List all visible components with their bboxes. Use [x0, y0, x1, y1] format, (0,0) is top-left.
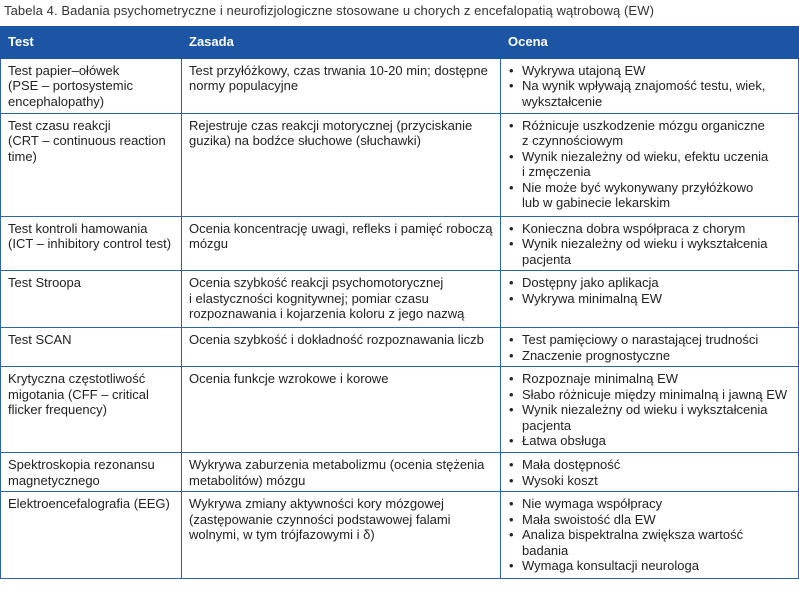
cell-ocena [501, 453, 799, 492]
assessment-bullet [508, 78, 791, 109]
principle-line: rozpoznawania i kojarzenia koloru z jego nazwą [189, 306, 465, 321]
assessment-bullet [508, 221, 791, 237]
cell-ocena [501, 367, 799, 453]
assessment-bullet [508, 236, 791, 267]
assessment-line: pacjenta [522, 251, 572, 267]
comparison-table [0, 26, 799, 579]
test-name-line: encephalopathy) [8, 93, 105, 109]
cell-zasada [182, 113, 501, 216]
assessment-line: Wysoki koszt [522, 472, 598, 488]
cell-zasada [182, 271, 501, 328]
table-row [1, 367, 799, 453]
cell-zasada [182, 58, 501, 113]
assessment-bullet [508, 496, 791, 512]
table-header-row [1, 27, 799, 59]
assessment-bullet [508, 387, 791, 403]
assessment-bullet [508, 527, 791, 558]
assessment-bullet [508, 275, 791, 291]
table-row [1, 271, 799, 328]
test-name-line: Test kontroli hamowania [8, 220, 148, 236]
cell-test [1, 367, 182, 453]
assessment-line: Test pamięciowy o narastającej trudności [522, 332, 759, 347]
assessment-bullet [508, 512, 791, 528]
table-row [1, 328, 799, 367]
assessment-list [508, 221, 791, 268]
test-name-line: (CRT – continuous reaction [8, 133, 166, 148]
assessment-line: Wynik niezależny od wieku i wykształcenia [522, 236, 768, 251]
assessment-list [508, 332, 791, 363]
header-zasada: Zasada [182, 27, 501, 59]
assessment-bullet [508, 433, 791, 449]
cell-ocena [501, 492, 799, 579]
principle-line: Wykrywa zaburzenia metabolizmu (ocenia stężenia [189, 457, 485, 472]
assessment-line: Słabo różnicuje między minimalną i jawną EW [522, 386, 788, 402]
cell-ocena [501, 271, 799, 328]
assessment-line: Mała dostępność [522, 457, 621, 472]
assessment-line: Wykrywa minimalną EW [522, 290, 663, 306]
assessment-line: Wynik niezależny od wieku i wykształcenia [522, 402, 768, 417]
assessment-line: wykształcenie [522, 93, 603, 109]
cell-test [1, 492, 182, 579]
test-name-line: magnetycznego [8, 472, 100, 488]
assessment-line: Nie wymaga współpracy [522, 496, 663, 511]
principle-line: Rejestruje czas reakcji motorycznej (przyciskanie [189, 117, 473, 133]
assessment-line: Analiza bispektralna zwiększa wartość [522, 527, 744, 542]
assessment-line: Wymaga konsultacji neurologa [522, 558, 699, 573]
cell-test [1, 271, 182, 328]
cell-zasada [182, 453, 501, 492]
assessment-line: Różnicuje uszkodzenie mózgu organiczne [522, 117, 765, 133]
cell-test [1, 453, 182, 492]
assessment-line: badania [522, 542, 569, 558]
assessment-line: Łatwa obsługa [522, 433, 606, 448]
assessment-line: Wykrywa utajoną EW [522, 62, 646, 78]
assessment-list [508, 118, 791, 211]
principle-line: Ocenia szybkość i dokładność rozpoznawania liczb [189, 332, 484, 347]
assessment-list [508, 275, 791, 306]
test-name-line: (PSE – portosystemic [8, 78, 133, 93]
header-test: Test [1, 27, 182, 59]
assessment-line: Na wynik wpływają znajomość testu, wiek, [522, 78, 766, 93]
table-body [1, 58, 799, 579]
assessment-list [508, 496, 791, 574]
assessment-bullet [508, 291, 791, 307]
cell-zasada [182, 328, 501, 367]
test-name-line: flicker frequency) [8, 402, 107, 417]
table-row [1, 113, 799, 216]
principle-line: i elastyczności kognitywnej; pomiar czasu [189, 290, 429, 306]
cell-test [1, 216, 182, 271]
test-name-line: Test papier–ołówek [8, 62, 120, 78]
assessment-line: lub w gabinecie lekarskim [522, 195, 671, 210]
cell-zasada [182, 367, 501, 453]
table-row [1, 453, 799, 492]
principle-line: Wykrywa zmiany aktywności kory mózgowej [189, 496, 444, 511]
assessment-line: Rozpoznaje minimalną EW [522, 371, 679, 386]
test-name-line: time) [8, 148, 37, 164]
cell-test [1, 328, 182, 367]
test-name-line: migotania (CFF – critical [8, 386, 149, 402]
assessment-line: z czynnościowym [522, 133, 624, 148]
assessment-bullet [508, 402, 791, 433]
test-name-line: Krytyczna częstotliwość [8, 371, 146, 386]
assessment-line: Znaczenie prognostyczne [522, 347, 671, 363]
principle-line: Ocenia koncentrację uwagi, refleks i pamięć roboczą [189, 220, 493, 236]
principle-line: wolnymi, w tym trójfazowymi i δ) [189, 527, 375, 542]
principle-line: (zastępowanie czynności podstawowej falami [189, 511, 451, 527]
principle-line: guzika) na bodźce słuchowe (słuchawki) [189, 133, 421, 148]
assessment-bullet [508, 348, 791, 364]
cell-test [1, 113, 182, 216]
cell-test [1, 58, 182, 113]
test-name-line: Spektroskopia rezonansu [8, 457, 155, 472]
table-row [1, 492, 799, 579]
assessment-bullet [508, 118, 791, 149]
table-row [1, 216, 799, 271]
principle-line: Test przyłóżkowy, czas trwania 10-20 min; dostępne [189, 62, 488, 78]
cell-zasada [182, 216, 501, 271]
table-row [1, 58, 799, 113]
cell-zasada [182, 492, 501, 579]
assessment-bullet [508, 180, 791, 211]
assessment-bullet [508, 457, 791, 473]
test-name-line: Test czasu reakcji [8, 117, 111, 133]
assessment-bullet [508, 149, 791, 180]
assessment-bullet [508, 63, 791, 79]
assessment-list [508, 371, 791, 449]
principle-line: Ocenia szybkość reakcji psychomotorycznej [189, 275, 444, 290]
assessment-bullet [508, 332, 791, 348]
assessment-line: i zmęczenia [522, 164, 591, 179]
test-name-line: (ICT – inhibitory control test) [8, 236, 172, 251]
cell-ocena [501, 328, 799, 367]
assessment-line: Nie może być wykonywany przyłóżkowo [522, 179, 754, 195]
assessment-line: Wynik niezależny od wieku, efektu uczenia [522, 148, 769, 164]
cell-ocena [501, 113, 799, 216]
principle-line: mózgu [189, 236, 229, 251]
test-name-line: Test SCAN [8, 332, 72, 347]
assessment-line: Mała swoistość dla EW [522, 511, 656, 527]
assessment-line: Konieczna dobra współpraca z chorym [522, 220, 746, 236]
test-name-line: Test Stroopa [8, 275, 81, 290]
assessment-bullet [508, 371, 791, 387]
table-caption: Tabela 4. Badania psychometryczne i neurofizjologiczne stosowane u chorych z encefalopatią wątrobową (EW) [4, 3, 655, 18]
cell-ocena [501, 58, 799, 113]
assessment-list [508, 63, 791, 110]
assessment-bullet [508, 473, 791, 489]
principle-line: Ocenia funkcje wzrokowe i korowe [189, 371, 389, 386]
test-name-line: Elektroencefalografia (EEG) [8, 496, 170, 511]
assessment-line: Dostępny jako aplikacja [522, 275, 659, 290]
assessment-bullet [508, 558, 791, 574]
assessment-line: pacjenta [522, 417, 572, 433]
assessment-list [508, 457, 791, 488]
principle-line: metabolitów) mózgu [189, 472, 306, 488]
cell-ocena [501, 216, 799, 271]
principle-line: normy populacyjne [189, 78, 299, 93]
header-ocena: Ocena [501, 27, 799, 59]
